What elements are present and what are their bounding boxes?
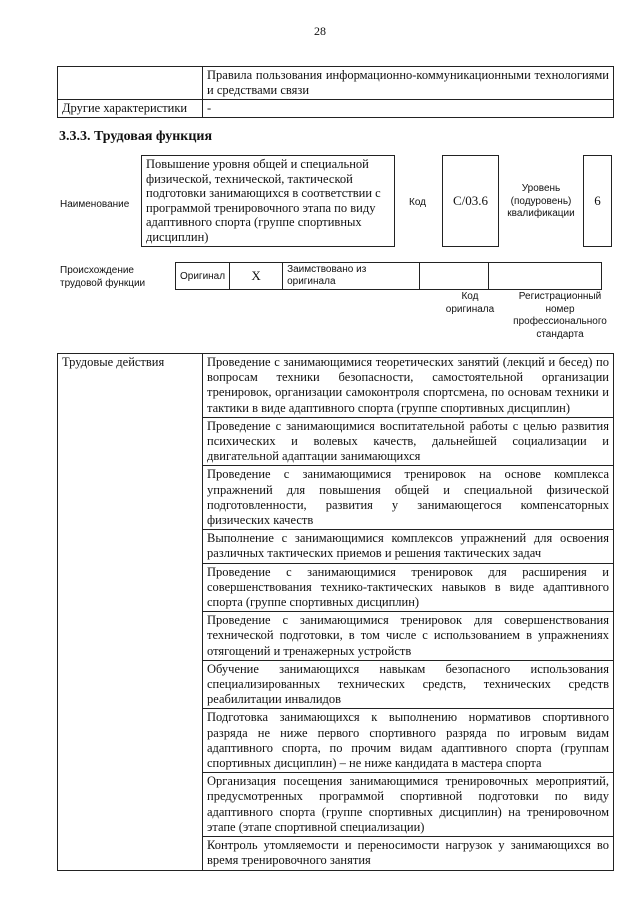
origin-label: Происхождение трудовой функции: [60, 265, 146, 289]
page-number: 28: [314, 24, 326, 38]
table-row: [58, 67, 614, 100]
original-mark: X: [230, 263, 283, 290]
function-code-box: [442, 155, 499, 247]
registration-number-label: Регистрационный номер профессионального стандарта: [513, 291, 607, 340]
labor-action-item: Проведение с занимающимися тренировок на основе комплекса упражнений для повышения общей и специальной физической подготовленности, развития у занимающегося компенсаторных физических качеств: [203, 466, 614, 530]
borrowed-label: Заимствовано из оригинала: [283, 263, 420, 290]
table-row: [58, 100, 614, 118]
labor-action-item: Обучение занимающихся навыкам безопасного использования специализированных технических средств, технических средств реабилитации инвалидов: [203, 660, 614, 709]
table-row: [58, 354, 614, 418]
function-name-box: Повышение уровня общей и специальной физической, технической, тактической подготовки занимающихся в соответствии с программой тренировочного этапа по виду адаптивного спорта (группе спортивных дисциплин): [141, 155, 395, 247]
top-characteristics-table: [57, 66, 614, 118]
labor-action-item: Проведение с занимающимися тренировок для расширения и совершенствования технико-тактических навыков в виде адаптивного спорта (группе спортивных дисциплин): [203, 563, 614, 612]
table-row: [176, 263, 602, 290]
labor-action-item: Организация посещения занимающимися тренировочных мероприятий, предусмотренных программой спортивной подготовки по виду адаптивного спорта (группе спортивных дисциплин) на тренировочном этапе (этапе спортивной специализации): [203, 773, 614, 837]
level-label: Уровень (подуровень) квалификации: [507, 183, 575, 219]
qualification-level-box: [583, 155, 612, 247]
rules-cell: Правила пользования информационно-коммуникационными технологиями и средствами связи: [203, 67, 614, 100]
other-characteristics-value: -: [203, 100, 614, 118]
labor-actions-label: Трудовые действия: [58, 354, 203, 871]
registration-number-cell: [489, 263, 602, 290]
labor-action-item: Проведение с занимающимися воспитательной работы с целью развития психических и волевых качеств, дальнейшей социализации и двигательной адаптации занимающихся: [203, 417, 614, 466]
labor-action-item: Проведение с занимающимися тренировок для совершенствования технической подготовки, в том числе с использованием в упражнениях отягощений и тренажерных устройств: [203, 612, 614, 661]
other-characteristics-label: Другие характеристики: [58, 100, 203, 118]
labor-action-item: Подготовка занимающихся к выполнению нормативов спортивного разряда не ниже первого спортивного разряда по игровым видам адаптивного спорта, по прочим видам адаптивного спорта (группам спортивных дисциплин) – не ниже кандидата в мастера спорта: [203, 709, 614, 773]
labor-actions-table: [57, 353, 614, 871]
labor-action-item: Выполнение с занимающимися комплексов упражнений для освоения различных тактических приемов и решения тактических задач: [203, 530, 614, 563]
original-code-cell: [420, 263, 489, 290]
labor-action-item: Контроль утомляемости и переносимости нагрузок у занимающихся во время тренировочного занятия: [203, 837, 614, 870]
name-label: Наименование: [60, 199, 130, 210]
qualification-level-value: 6: [594, 193, 601, 208]
original-label: Оригинал: [176, 263, 230, 290]
original-code-label: Код оригинала: [445, 291, 495, 315]
function-code-value: С/03.6: [452, 193, 489, 208]
section-title: 3.3.3. Трудовая функция: [59, 129, 213, 144]
empty-cell: [58, 67, 203, 100]
labor-action-item: Проведение с занимающимися теоретических занятий (лекций и бесед) по вопросам техники безопасности, самостоятельной организации тренировок, организации самоконтроля спортсмена, по основам техники и тактики в виде адаптивного спорта (группе спортивных дисциплин): [203, 354, 614, 418]
origin-table: [175, 262, 602, 290]
code-label: Код: [409, 197, 427, 208]
